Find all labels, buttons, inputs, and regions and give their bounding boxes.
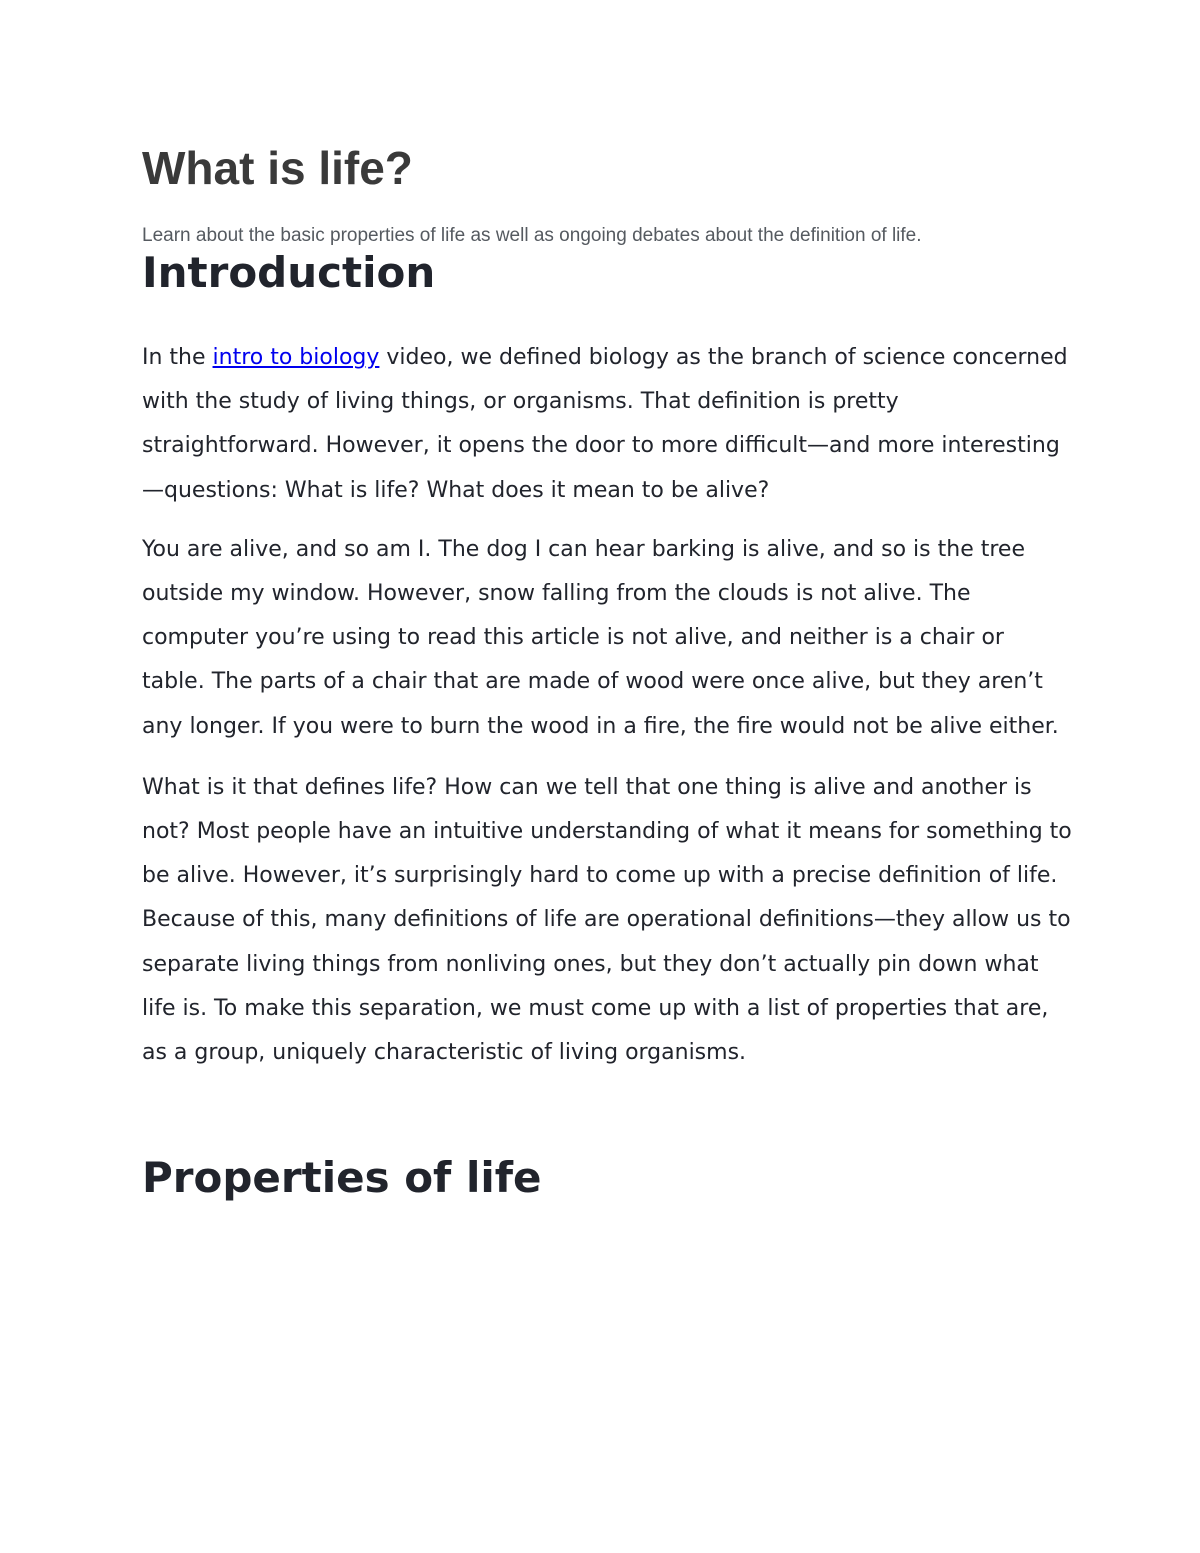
page-title: What is life? — [142, 142, 413, 194]
intro-to-biology-link[interactable]: intro to biology — [212, 345, 380, 370]
introduction-heading: Introduction — [142, 248, 436, 297]
properties-of-life-heading: Properties of life — [142, 1153, 542, 1203]
intro-paragraph-1 — [142, 336, 1072, 513]
intro-paragraph-3: What is it that defines life? How can we tell that one thing is alive and another is not? Most people have an intuitive understanding of what it means for something to be alive. However, it’s surprisingly hard to come up with a precise definition of life. Because of this, many definitions of life are operational definitions—they allow us to separate living things from nonliving ones, but they don’t actually pin down what life is. To make this separation, we must come up with a list of properties that are, as a group, uniquely characteristic of living organisms. — [142, 774, 1072, 1066]
paragraph-text: video, we defined biology as the branch of science concerned with the study of living things, or organisms. That definition is pretty straightforward. However, it opens the door to more difficult—and more interesting—questions: What is life? What does it mean to be alive? — [142, 345, 1068, 503]
paragraph-text: In the — [142, 345, 213, 370]
intro-paragraph-2: You are alive, and so am I. The dog I can hear barking is alive, and so is the tree outside my window. However, snow falling from the clouds is not alive. The computer you’re using to read this article is not alive, and neither is a chair or table. The parts of a chair that are made of wood were once alive, but they aren’t any longer. If you were to burn the wood in a fire, the fire would not be alive either. — [142, 536, 1059, 739]
page-subtitle: Learn about the basic properties of life as well as ongoing debates about the definition of life. — [142, 225, 922, 246]
document-page — [142, 140, 1072, 1203]
